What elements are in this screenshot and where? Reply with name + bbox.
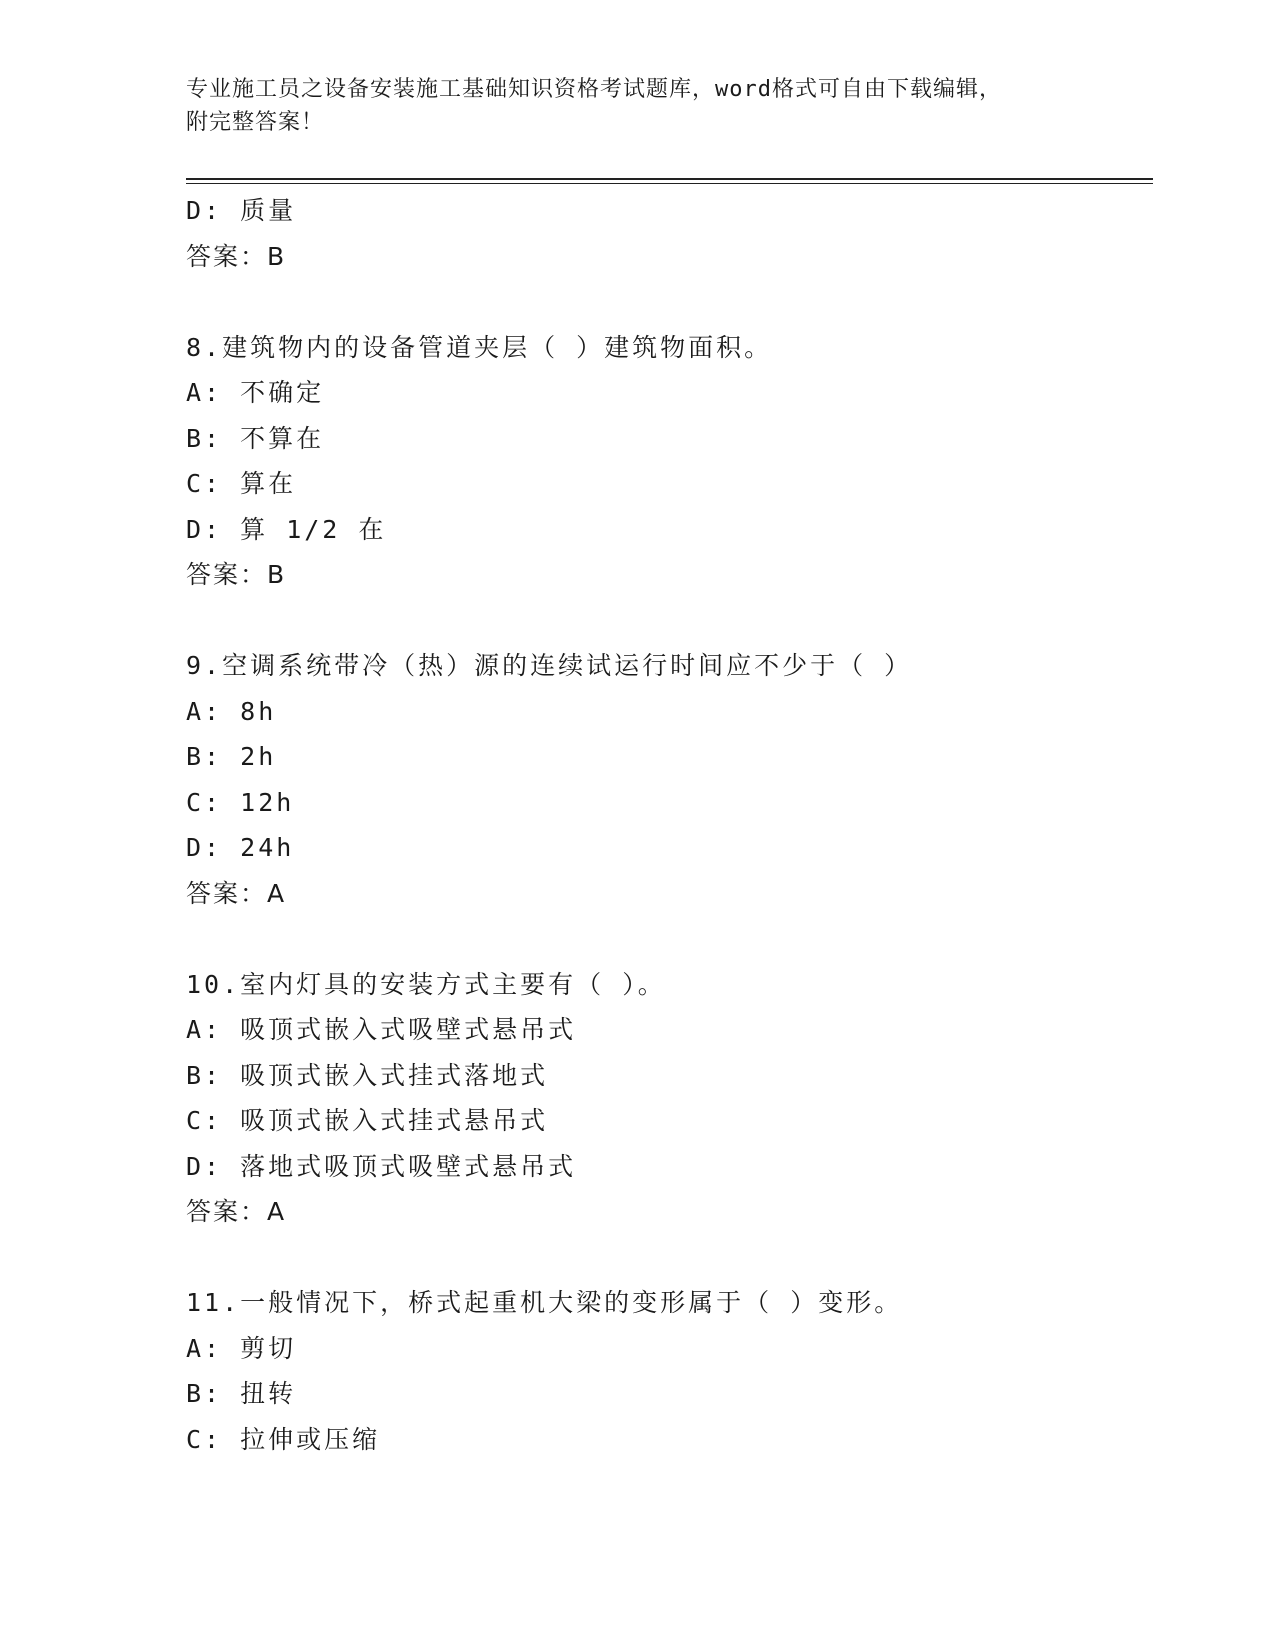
question-stem: 8.建筑物内的设备管道夹层（ ）建筑物面积。 bbox=[186, 332, 773, 362]
option-a: A: 8h bbox=[186, 696, 277, 726]
prev-option-d: D: 质量 bbox=[186, 196, 297, 225]
option-b: B: 扭转 bbox=[186, 1379, 297, 1408]
page-header bbox=[186, 73, 1086, 139]
prev-answer: 答案：B bbox=[186, 241, 287, 271]
question-list bbox=[186, 188, 1153, 1462]
answer: 答案：B bbox=[186, 560, 287, 589]
question-stem: 11.一般情况下，桥式起重机大梁的变形属于（ ）变形。 bbox=[186, 1288, 903, 1317]
question-stem: 10.室内灯具的安装方式主要有（ ）。 bbox=[186, 969, 666, 999]
option-d: D: 算 1/2 在 bbox=[186, 514, 387, 544]
question-11 bbox=[186, 1280, 1153, 1462]
question-8 bbox=[186, 325, 1153, 598]
option-a: A: 不确定 bbox=[186, 378, 325, 407]
option-b: B: 吸顶式嵌入式挂式落地式 bbox=[186, 1060, 549, 1090]
question-9 bbox=[186, 643, 1153, 916]
header-line-1: 专业施工员之设备安装施工基础知识资格考试题库，word格式可自由下载编辑， bbox=[186, 77, 1002, 102]
option-b: B: 2h bbox=[186, 742, 277, 771]
option-c: C: 算在 bbox=[186, 469, 297, 498]
header-divider bbox=[186, 178, 1153, 184]
answer: 答案：A bbox=[186, 1197, 287, 1226]
option-c: C: 拉伸或压缩 bbox=[186, 1424, 381, 1454]
question-stem: 9.空调系统带冷（热）源的连续试运行时间应不少于（ ） bbox=[186, 651, 913, 680]
option-a: A: 剪切 bbox=[186, 1333, 297, 1363]
header-line-2: 附完整答案！ bbox=[186, 110, 325, 135]
option-d: D: 24h bbox=[186, 833, 295, 862]
option-d: D: 落地式吸顶式吸壁式悬吊式 bbox=[186, 1151, 577, 1181]
option-c: C: 吸顶式嵌入式挂式悬吊式 bbox=[186, 1106, 549, 1135]
question-10 bbox=[186, 962, 1153, 1235]
answer: 答案：A bbox=[186, 878, 287, 908]
option-c: C: 12h bbox=[186, 787, 295, 817]
option-b: B: 不算在 bbox=[186, 423, 325, 453]
option-a: A: 吸顶式嵌入式吸壁式悬吊式 bbox=[186, 1015, 577, 1044]
